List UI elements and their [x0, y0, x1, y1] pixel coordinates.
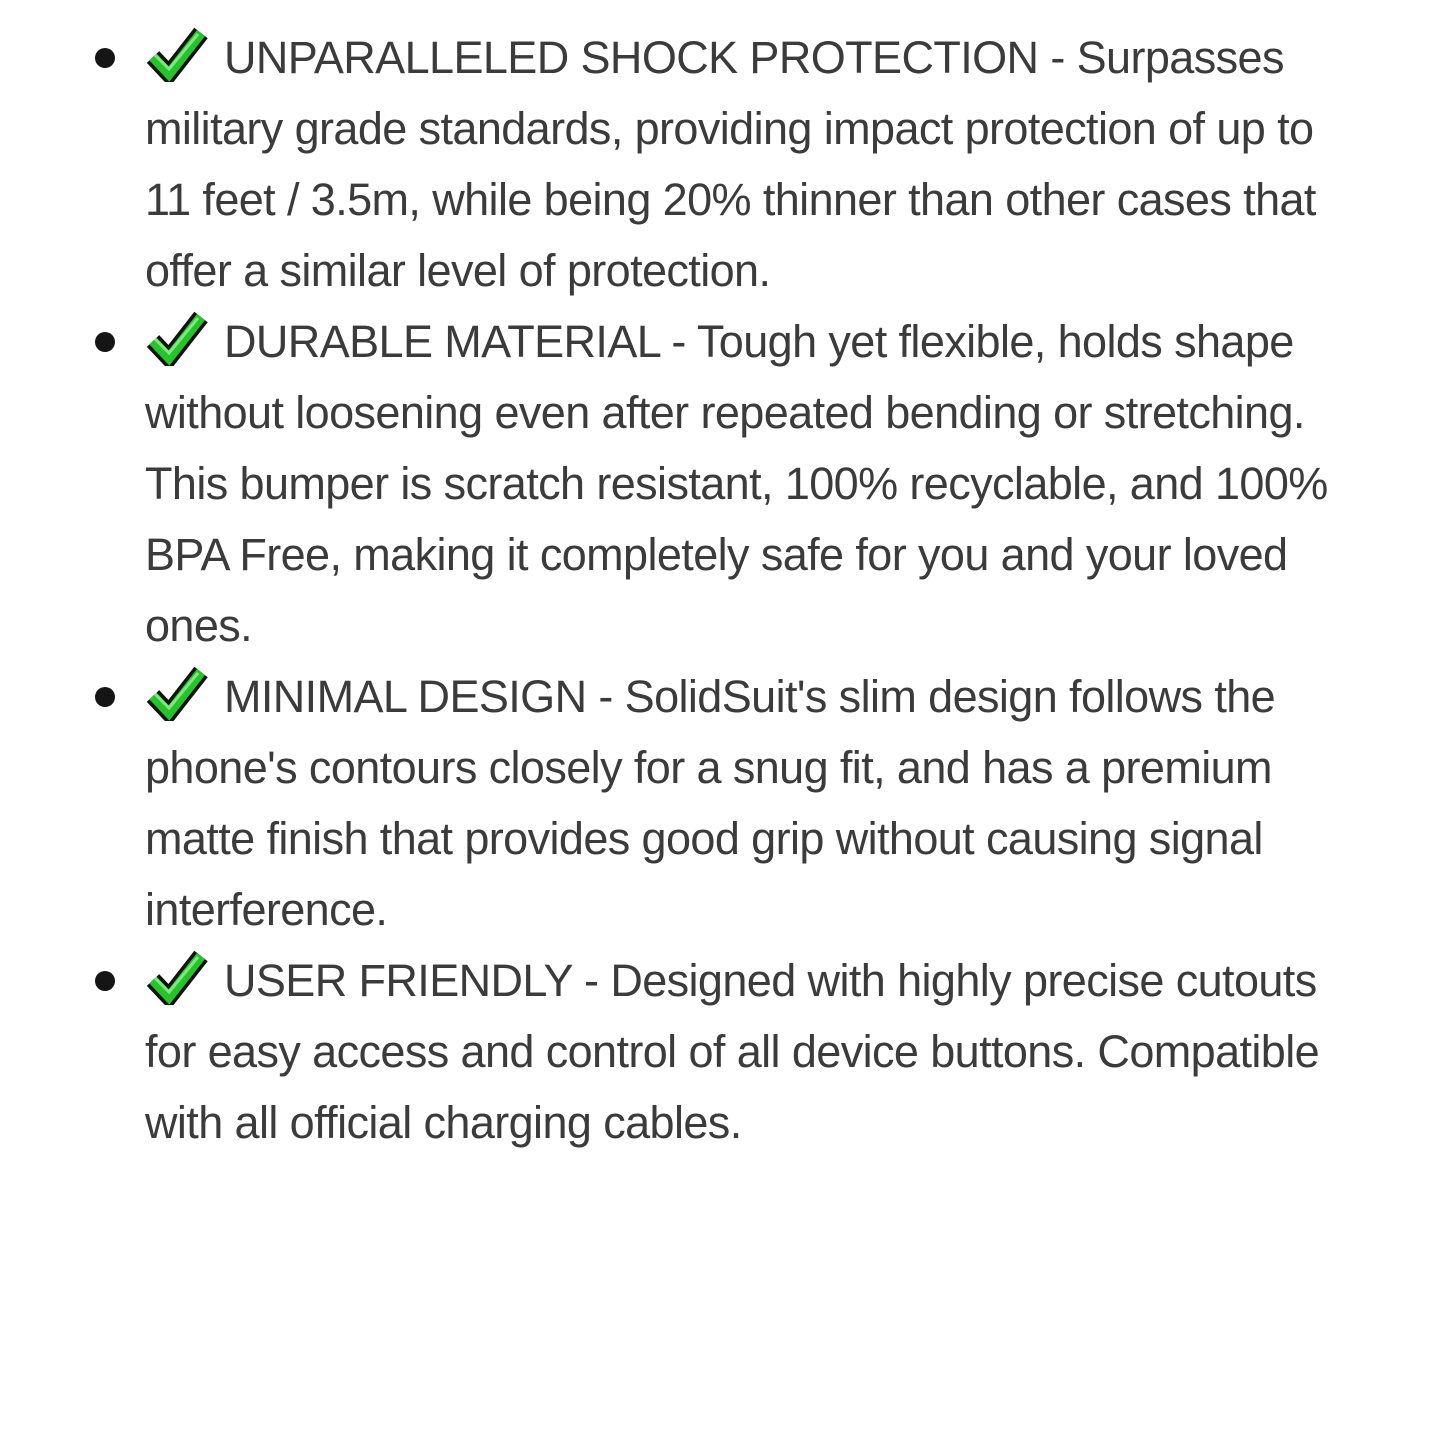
bullet-dot: [95, 687, 115, 707]
bullet-text: Designed with highly precise cutouts for easy access and control of all device buttons. Compatible with all official charging cables.: [145, 955, 1320, 1148]
bullet-dot: [95, 971, 115, 991]
green-check-icon: [145, 665, 208, 721]
green-check-icon: [145, 26, 208, 82]
bullet-text: Surpasses military grade standards, providing impact protection of up to 11 feet / 3.5m, while being 20% thinner than other cases that offer a similar level of protection.: [145, 32, 1316, 296]
feature-bullet-shock-protection: [145, 22, 1335, 306]
bullet-title: DURABLE MATERIAL -: [224, 316, 686, 367]
bullet-title: UNPARALLELED SHOCK PROTECTION -: [224, 32, 1065, 83]
bullet-text: SolidSuit's slim design follows the phone's contours closely for a snug fit, and has a premium matte finish that provides good grip without causing signal interference.: [145, 671, 1276, 935]
bullet-dot: [95, 332, 115, 352]
feature-bullet-minimal-design: [145, 661, 1335, 945]
bullet-title: MINIMAL DESIGN -: [224, 671, 613, 722]
bullet-dot: [95, 48, 115, 68]
feature-bullet-durable-material: [145, 306, 1335, 661]
feature-bullet-user-friendly: [145, 945, 1335, 1158]
green-check-icon: [145, 949, 208, 1005]
bullet-title: USER FRIENDLY -: [224, 955, 599, 1006]
green-check-icon: [145, 310, 208, 366]
bullet-text: Tough yet flexible, holds shape without loosening even after repeated bending or stretching. This bumper is scratch resistant, 100% recyclable, and 100% BPA Free, making it completely safe for you and your loved ones.: [145, 316, 1328, 651]
